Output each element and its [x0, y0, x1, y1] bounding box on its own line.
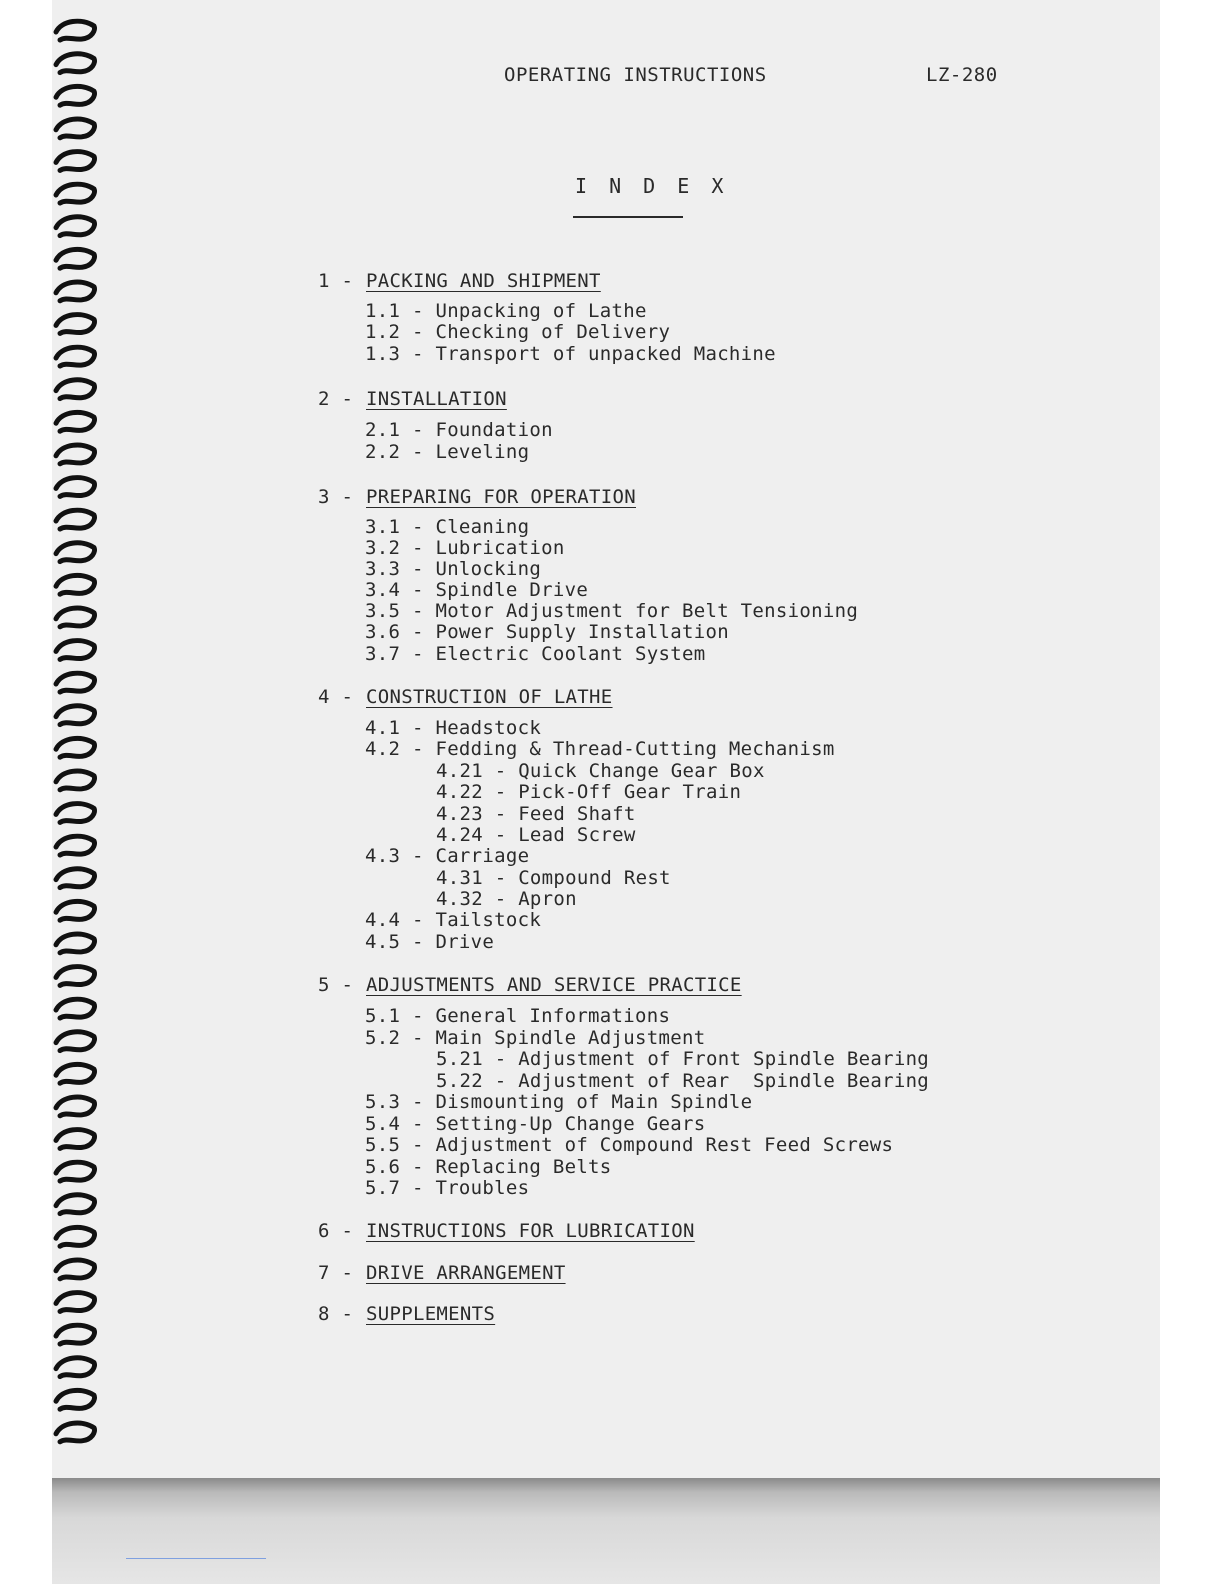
toc-number: 3 -	[318, 486, 354, 508]
binding-coil	[56, 608, 95, 627]
index-underline	[573, 216, 683, 218]
toc-subsection	[365, 643, 705, 665]
toc-title: Transport of unpacked Machine	[435, 343, 776, 365]
toc-title: Spindle Drive	[435, 579, 589, 601]
toc-title: CONSTRUCTION OF LATHE	[366, 686, 613, 708]
toc-title: Main Spindle Adjustment	[435, 1027, 706, 1049]
toc-title: Motor Adjustment for Belt Tensioning	[435, 600, 859, 622]
toc-subsubsection	[436, 760, 765, 782]
toc-number: 5.6 -	[365, 1156, 424, 1178]
toc-subsection	[365, 738, 835, 760]
toc-number: 4.22 -	[436, 781, 507, 803]
toc-title: Compound Rest	[518, 867, 671, 889]
binding-coil	[56, 869, 95, 888]
toc-section	[318, 1262, 566, 1284]
binding-coil	[56, 771, 95, 790]
toc-subsubsection	[436, 781, 741, 803]
binding-coil	[56, 119, 95, 138]
toc-title: Unpacking of Lathe	[435, 300, 647, 322]
toc-title: SUPPLEMENTS	[366, 1303, 496, 1325]
binding-coil	[56, 1358, 95, 1377]
binding-coil	[56, 1130, 95, 1149]
toc-title: Setting-Up Change Gears	[435, 1113, 706, 1135]
toc-number: 6 -	[318, 1220, 354, 1242]
toc-number: 4.2 -	[365, 738, 424, 760]
binding-coil	[56, 21, 95, 40]
binding-coil	[56, 1097, 95, 1116]
toc-number: 5.7 -	[365, 1177, 424, 1199]
binding-coil	[56, 217, 95, 236]
toc-number: 5.22 -	[436, 1070, 507, 1092]
toc-title: Electric Coolant System	[435, 643, 706, 665]
toc-title: Adjustment of Front Spindle Bearing	[518, 1048, 930, 1070]
binding-coil	[56, 152, 95, 171]
binding-coil	[56, 380, 95, 399]
toc-subsection	[365, 1113, 705, 1135]
toc-subsubsection	[436, 1070, 929, 1092]
index-title: I N D E X	[575, 174, 729, 198]
toc-subsection	[365, 845, 529, 867]
toc-subsubsection	[436, 1048, 929, 1070]
toc-title: PREPARING FOR OPERATION	[366, 486, 636, 508]
toc-subsection	[365, 516, 529, 538]
binding-coil	[56, 510, 95, 529]
toc-number: 3.6 -	[365, 621, 424, 643]
toc-subsection	[365, 1005, 670, 1027]
toc-number: 2 -	[318, 388, 354, 410]
binding-coil	[56, 1423, 95, 1442]
toc-number: 4.24 -	[436, 824, 507, 846]
toc-section	[318, 486, 636, 508]
toc-number: 2.1 -	[365, 419, 424, 441]
toc-subsection	[365, 343, 776, 365]
toc-number: 3.2 -	[365, 537, 424, 559]
toc-section	[318, 270, 601, 292]
toc-title: INSTRUCTIONS FOR LUBRICATION	[366, 1220, 695, 1242]
toc-subsection	[365, 1177, 529, 1199]
document-code: LZ-280	[926, 64, 998, 86]
binding-coil	[56, 543, 95, 562]
toc-number: 4.31 -	[436, 867, 507, 889]
toc-title: Lead Screw	[518, 824, 636, 846]
toc-title: Dismounting of Main Spindle	[435, 1091, 753, 1113]
toc-number: 5.3 -	[365, 1091, 424, 1113]
toc-title: Drive	[435, 931, 495, 953]
binding-coil	[56, 967, 95, 986]
toc-number: 5 -	[318, 974, 354, 996]
toc-number: 1.2 -	[365, 321, 424, 343]
binding-coil	[56, 999, 95, 1018]
toc-number: 3.7 -	[365, 643, 424, 665]
binding-coil	[56, 673, 95, 692]
binding-coil	[56, 1162, 95, 1181]
toc-subsection	[365, 300, 647, 322]
toc-title: Foundation	[435, 419, 553, 441]
toc-title: PACKING AND SHIPMENT	[366, 270, 601, 292]
binding-coil	[56, 1325, 95, 1344]
binding-coil	[56, 445, 95, 464]
toc-number: 5.2 -	[365, 1027, 424, 1049]
binding-coil	[56, 347, 95, 366]
toc-title: Power Supply Installation	[435, 621, 729, 643]
toc-number: 1 -	[318, 270, 354, 292]
binding-coil	[56, 478, 95, 497]
toc-title: Carriage	[435, 845, 530, 867]
binding-coil	[56, 1293, 95, 1312]
toc-title: INSTALLATION	[366, 388, 507, 410]
toc-title: Headstock	[435, 717, 542, 739]
toc-subsection	[365, 537, 565, 559]
toc-subsubsection	[436, 867, 671, 889]
binding-coil	[56, 1260, 95, 1279]
toc-number: 5.4 -	[365, 1113, 424, 1135]
binding-coil	[56, 706, 95, 725]
toc-section	[318, 686, 613, 708]
toc-title: Troubles	[435, 1177, 530, 1199]
toc-title: Unlocking	[435, 558, 542, 580]
toc-subsubsection	[436, 803, 636, 825]
toc-subsection	[365, 621, 729, 643]
binding-coil	[56, 1032, 95, 1051]
toc-section	[318, 388, 507, 410]
toc-subsection	[365, 717, 541, 739]
toc-number: 4.3 -	[365, 845, 424, 867]
binding-coil	[56, 249, 95, 268]
toc-subsection	[365, 419, 553, 441]
binding-coil	[56, 282, 95, 301]
toc-subsubsection	[436, 824, 636, 846]
toc-section	[318, 1220, 695, 1242]
toc-number: 4.32 -	[436, 888, 507, 910]
binding-coil	[56, 184, 95, 203]
binding-coil	[56, 641, 95, 660]
toc-title: Apron	[518, 888, 577, 910]
toc-number: 5.5 -	[365, 1134, 424, 1156]
toc-subsection	[365, 600, 858, 622]
toc-number: 8 -	[318, 1303, 354, 1325]
toc-number: 4.5 -	[365, 931, 424, 953]
toc-subsection	[365, 931, 494, 953]
toc-subsubsection	[436, 888, 577, 910]
toc-number: 2.2 -	[365, 441, 424, 463]
toc-title: Leveling	[435, 441, 530, 463]
toc-title: Tailstock	[435, 909, 542, 931]
document-header-title: OPERATING INSTRUCTIONS	[504, 64, 767, 86]
toc-title: Adjustment of Rear Spindle Bearing	[518, 1070, 930, 1092]
binding-coil	[56, 315, 95, 334]
toc-number: 1.1 -	[365, 300, 424, 322]
toc-number: 5.21 -	[436, 1048, 507, 1070]
toc-title: Checking of Delivery	[435, 321, 671, 343]
toc-title: Replacing Belts	[435, 1156, 612, 1178]
binding-coil	[56, 1064, 95, 1083]
toc-number: 4.4 -	[365, 909, 424, 931]
toc-number: 4 -	[318, 686, 354, 708]
binding-coil	[56, 901, 95, 920]
scan-edge-line	[126, 1558, 266, 1559]
toc-number: 3.1 -	[365, 516, 424, 538]
binding-coil	[56, 1390, 95, 1409]
toc-subsection	[365, 909, 541, 931]
toc-number: 1.3 -	[365, 343, 424, 365]
toc-subsection	[365, 1134, 893, 1156]
toc-number: 3.4 -	[365, 579, 424, 601]
toc-number: 4.23 -	[436, 803, 507, 825]
toc-number: 3.5 -	[365, 600, 424, 622]
binding-coil	[56, 86, 95, 105]
toc-title: Adjustment of Compound Rest Feed Screws	[435, 1134, 894, 1156]
toc-number: 4.1 -	[365, 717, 424, 739]
binding-coil	[56, 1227, 95, 1246]
binding-coil	[56, 575, 95, 594]
spiral-binding	[52, 18, 102, 1458]
toc-title: Lubrication	[435, 537, 565, 559]
binding-coil	[56, 54, 95, 73]
toc-number: 3.3 -	[365, 558, 424, 580]
toc-subsection	[365, 1027, 705, 1049]
binding-coil	[56, 738, 95, 757]
toc-number: 7 -	[318, 1262, 354, 1284]
toc-title: Cleaning	[435, 516, 530, 538]
binding-coil	[56, 1195, 95, 1214]
toc-section	[318, 1303, 495, 1325]
toc-subsection	[365, 1156, 612, 1178]
toc-subsection	[365, 1091, 752, 1113]
toc-subsection	[365, 579, 588, 601]
binding-coil	[56, 412, 95, 431]
page-shadow	[52, 1478, 1160, 1584]
toc-number: 5.1 -	[365, 1005, 424, 1027]
toc-title: ADJUSTMENTS AND SERVICE PRACTICE	[366, 974, 742, 996]
binding-coil	[56, 836, 95, 855]
toc-title: DRIVE ARRANGEMENT	[366, 1262, 566, 1284]
toc-subsection	[365, 558, 541, 580]
toc-title: Fedding & Thread-Cutting Mechanism	[435, 738, 835, 760]
toc-number: 4.21 -	[436, 760, 507, 782]
toc-title: Quick Change Gear Box	[518, 760, 765, 782]
toc-title: Feed Shaft	[518, 803, 636, 825]
toc-title: General Informations	[435, 1005, 671, 1027]
toc-subsection	[365, 321, 670, 343]
toc-section	[318, 974, 742, 996]
toc-subsection	[365, 441, 529, 463]
toc-title: Pick-Off Gear Train	[518, 781, 742, 803]
binding-coil	[56, 804, 95, 823]
binding-coil	[56, 934, 95, 953]
